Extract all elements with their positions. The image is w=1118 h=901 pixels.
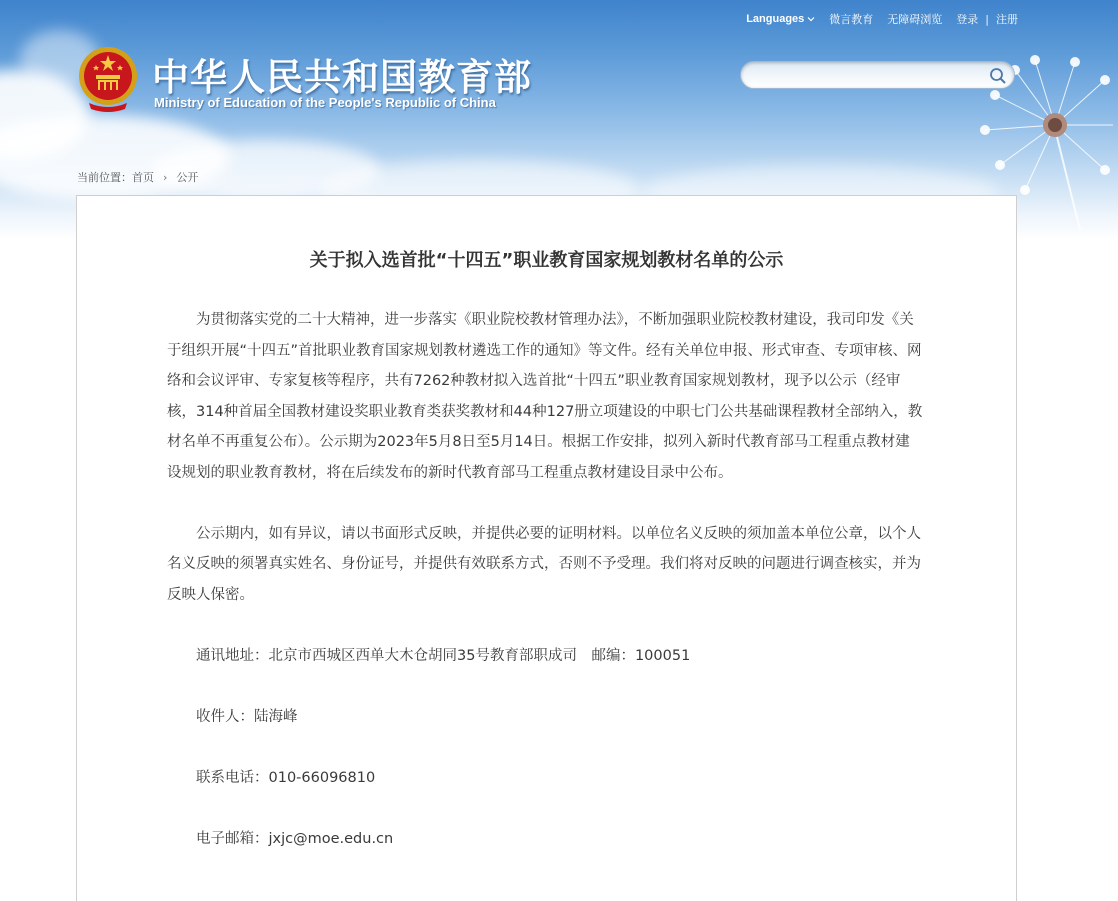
article-panel (76, 195, 1017, 901)
search-box (740, 61, 1015, 89)
top-links (746, 11, 1018, 27)
link-separator: | (985, 12, 989, 26)
article-paragraph: 公示期内，如有异议，请以书面形式反映，并提供必要的证明材料。以单位名义反映的须加盖本单位公章，以个人名义反映的须署真实姓名、身份证号，并提供有效联系方式，否则不予受理。我们将对反映的问题进行调查核实，并为反映人保密。 (167, 525, 921, 603)
languages-label: Languages (746, 13, 805, 25)
register-link[interactable]: 注册 (996, 13, 1018, 26)
accessible-browse-link[interactable]: 无障碍浏览 (887, 13, 943, 26)
article-paragraph: 为贯彻落实党的二十大精神，进一步落实《职业院校教材管理办法》，不断加强职业院校教材建设，我司印发《关于组织开展“十四五”首批职业教育国家规划教材遴选工作的通知》等文件。经有关单位申报、形式审查、专项审核、网络和会议评审、专家复核等程序，共有7262种教材拟入选首批“十四五”职业教育国家规划教材，现予以公示（经审核，314种首届全国教材建设奖职业教育类获奖教材和44种127册立项建设的中职七门公共基础课程教材全部纳入，教材名单不再重复公布）。公示期为2023年5月8日至5月14日。根据工作安排，拟列入新时代教育部马工程重点教材建设规划的职业教育教材，将在后续发布的新时代教育部马工程重点教材建设目录中公布。 (167, 312, 923, 481)
contact-phone: 联系电话：010-66096810 (196, 769, 376, 786)
contact-address: 通讯地址：北京市西城区西单大木仓胡同35号教育部职成司 邮编：100051 (196, 647, 691, 664)
breadcrumb-label: 当前位置： (77, 171, 132, 184)
search-icon[interactable] (989, 67, 1007, 85)
breadcrumb-home-link[interactable]: 首页 (132, 171, 154, 184)
site-title-cn[interactable]: 中华人民共和国教育部 (152, 56, 532, 99)
search-input[interactable] (753, 66, 987, 86)
site-title-en[interactable]: Ministry of Education of the People's Republic of China (154, 95, 496, 110)
login-link[interactable]: 登录 (956, 13, 979, 26)
contact-recipient: 收件人：陆海峰 (196, 708, 298, 725)
contact-email: 电子邮箱：jxjc@moe.edu.cn (196, 830, 394, 847)
breadcrumb (77, 169, 198, 185)
breadcrumb-separator: › (163, 170, 168, 184)
chevron-down-icon (807, 15, 815, 23)
languages-dropdown[interactable] (746, 13, 815, 25)
article-body (167, 305, 924, 854)
national-emblem-icon (77, 45, 139, 113)
weibo-link[interactable]: 微言教育 (829, 13, 874, 26)
article-title: 关于拟入选首批“十四五”职业教育国家规划教材名单的公示 (309, 250, 784, 271)
breadcrumb-current-link[interactable]: 公开 (176, 171, 199, 184)
